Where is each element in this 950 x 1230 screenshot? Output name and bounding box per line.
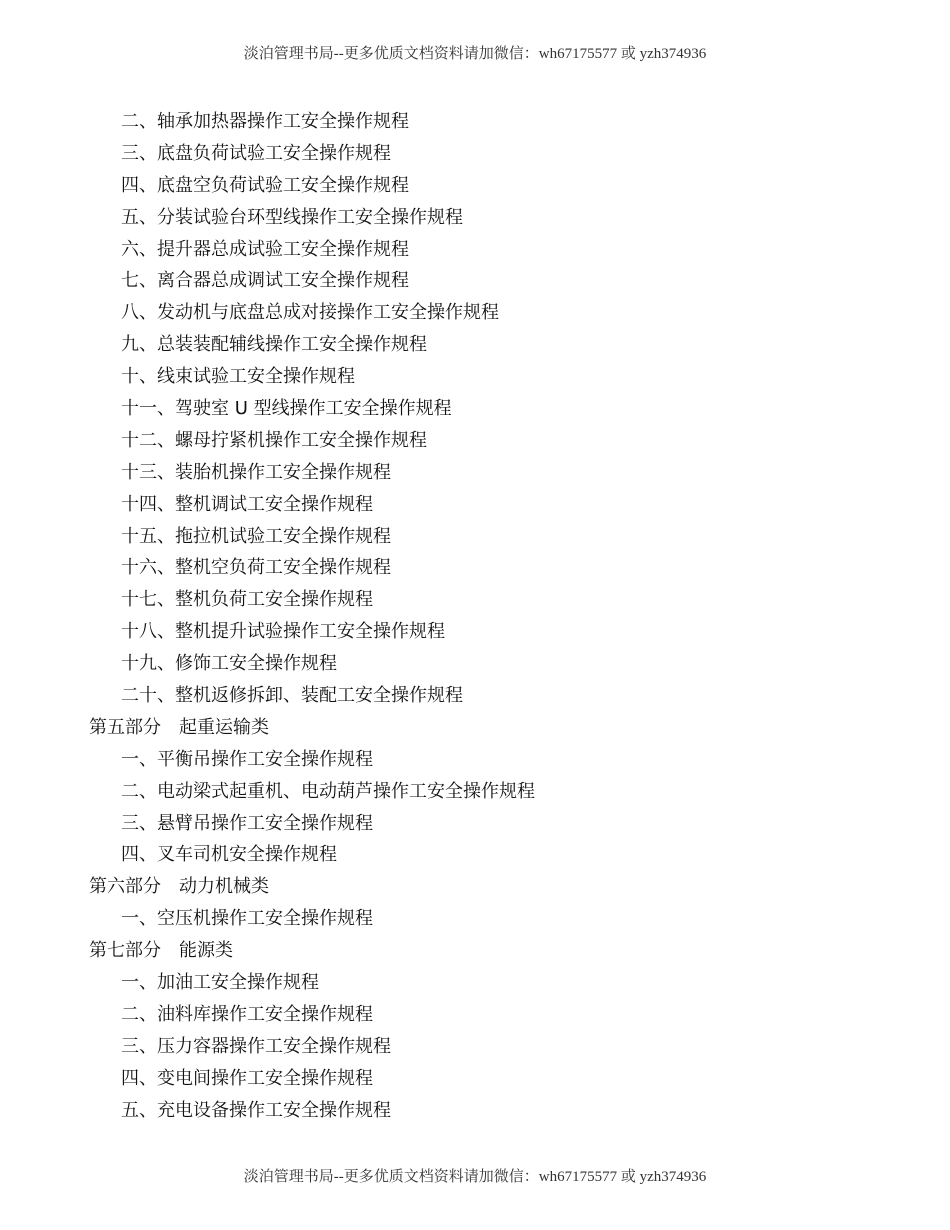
toc-part-heading: 第五部分 起重运输类 [89, 716, 269, 738]
toc-item: 六、提升器总成试验工安全操作规程 [121, 238, 409, 260]
page-header: 淡泊管理书局--更多优质文档资料请加微信：wh67175577 或 yzh374936 [243, 46, 707, 62]
toc-item: 四、底盘空负荷试验工安全操作规程 [121, 174, 409, 196]
table-of-contents [0, 106, 950, 1127]
toc-item: 十六、整机空负荷工安全操作规程 [121, 557, 391, 579]
toc-item: 三、压力容器操作工安全操作规程 [121, 1035, 391, 1057]
toc-item: 一、加油工安全操作规程 [121, 972, 319, 994]
toc-part-heading: 第六部分 动力机械类 [89, 876, 269, 898]
toc-item: 三、悬臂吊操作工安全操作规程 [121, 812, 373, 834]
toc-item: 四、叉车司机安全操作规程 [121, 844, 337, 866]
toc-item: 十、线束试验工安全操作规程 [121, 366, 355, 388]
toc-item: 二、电动梁式起重机、电动葫芦操作工安全操作规程 [121, 780, 535, 802]
toc-item: 十四、整机调试工安全操作规程 [121, 493, 373, 515]
page-footer: 淡泊管理书局--更多优质文档资料请加微信：wh67175577 或 yzh374936 [243, 1169, 707, 1185]
toc-item: 一、空压机操作工安全操作规程 [121, 908, 373, 930]
toc-part-heading: 第七部分 能源类 [89, 940, 233, 962]
toc-item: 二、油料库操作工安全操作规程 [121, 1003, 373, 1025]
toc-item: 十八、整机提升试验操作工安全操作规程 [121, 621, 445, 643]
toc-item: 八、发动机与底盘总成对接操作工安全操作规程 [121, 302, 499, 324]
toc-item: 四、变电间操作工安全操作规程 [121, 1067, 373, 1089]
toc-item: 十一、驾驶室 U 型线操作工安全操作规程 [121, 398, 452, 420]
toc-item: 十五、拖拉机试验工安全操作规程 [121, 525, 391, 547]
toc-item: 一、平衡吊操作工安全操作规程 [121, 748, 373, 770]
toc-item: 十二、螺母拧紧机操作工安全操作规程 [121, 429, 427, 451]
toc-item: 三、底盘负荷试验工安全操作规程 [121, 142, 391, 164]
toc-item: 五、分装试验台环型线操作工安全操作规程 [121, 206, 463, 228]
toc-item: 七、离合器总成调试工安全操作规程 [121, 270, 409, 292]
toc-item: 二、轴承加热器操作工安全操作规程 [121, 111, 409, 132]
toc-item: 十三、装胎机操作工安全操作规程 [121, 461, 391, 483]
toc-item: 十七、整机负荷工安全操作规程 [121, 589, 373, 611]
toc-item: 五、充电设备操作工安全操作规程 [121, 1099, 391, 1121]
toc-item: 二十、整机返修拆卸、装配工安全操作规程 [121, 685, 463, 707]
toc-item: 十九、修饰工安全操作规程 [121, 653, 337, 675]
toc-item: 九、总装装配辅线操作工安全操作规程 [121, 334, 427, 356]
